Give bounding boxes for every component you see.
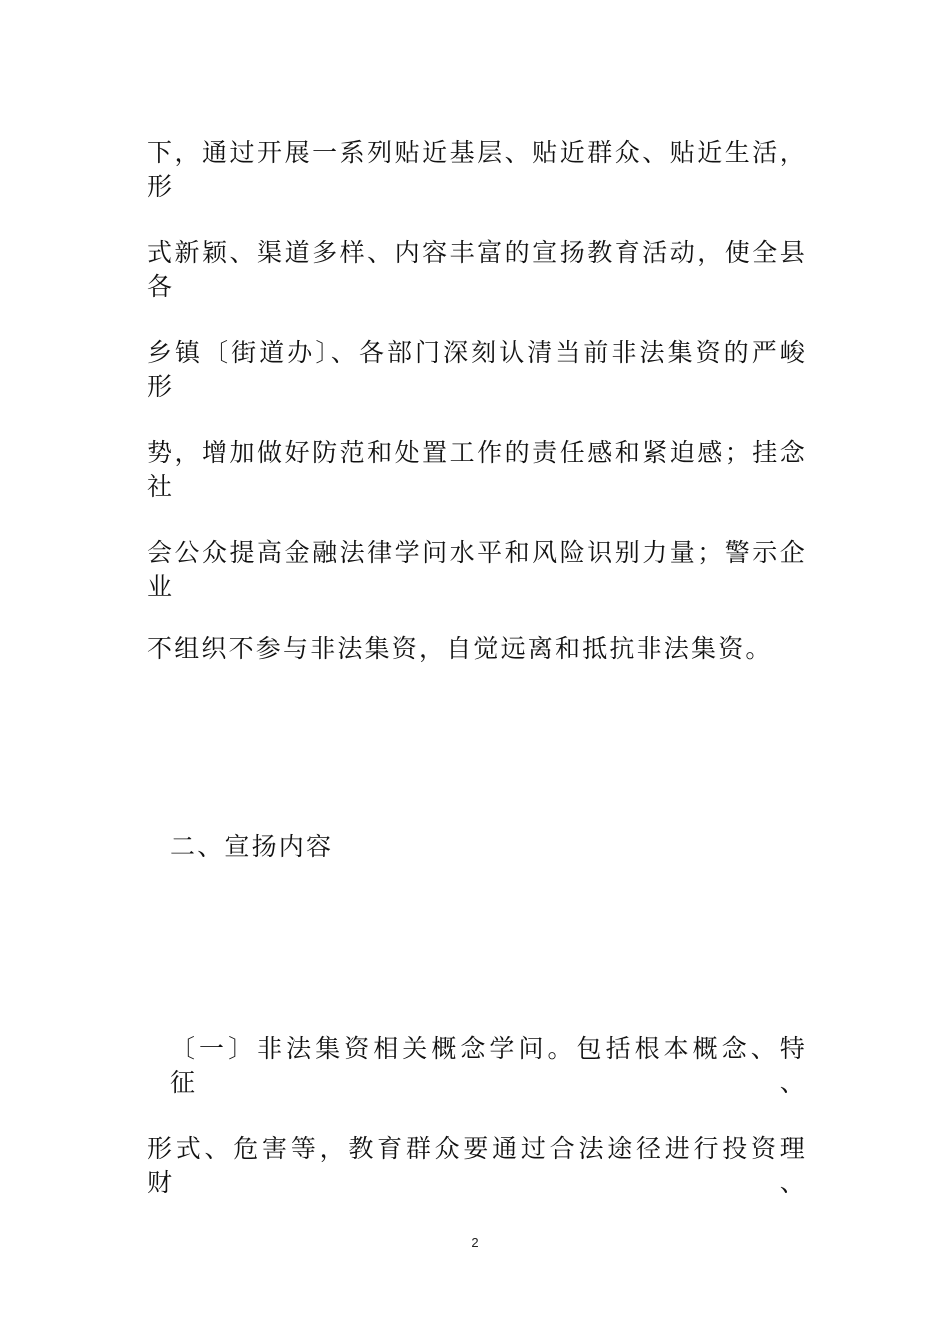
body-text-line: 乡镇〔街道办〕、各部门深刻认清当前非法集资的严峻形 <box>147 338 807 401</box>
body-text-line: 式新颖、渠道多样、内容丰富的宣扬教育活动，使全县各 <box>147 238 807 301</box>
body-text-line: 形式、危害等，教育群众要通过合法途径进行投资理财、 <box>147 1134 807 1197</box>
body-text-line-last: 不组织不参与非法集资，自觉远离和抵抗非法集资。 <box>147 634 773 663</box>
body-text-line: 下，通过开展一系列贴近基层、贴近群众、贴近生活，形 <box>147 138 807 201</box>
page-number: 2 <box>471 1235 479 1250</box>
section-heading: 二、宣扬内容 <box>170 832 334 861</box>
body-text-line: 会公众提高金融法律学问水平和风险识别力量；警示企业 <box>147 538 807 601</box>
body-text-line: 〔一〕非法集资相关概念学问。包括根本概念、特征、 <box>170 1034 807 1097</box>
body-text-line: 势，增加做好防范和处置工作的责任感和紧迫感；挂念社 <box>147 438 807 501</box>
